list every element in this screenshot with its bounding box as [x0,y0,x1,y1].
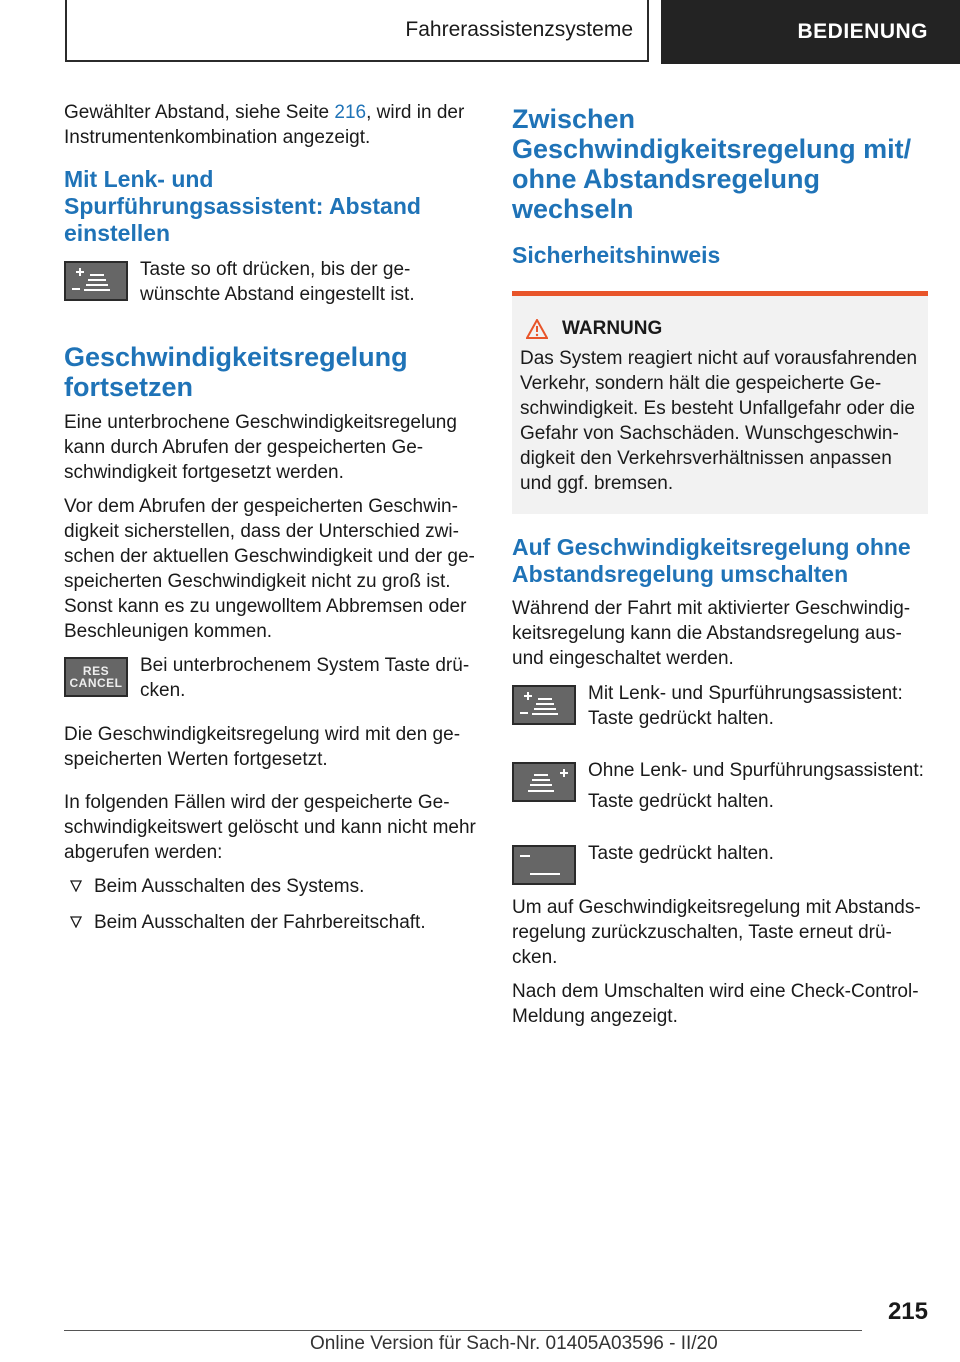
warning-triangle-icon [526,319,548,339]
icon-row-minus [512,841,928,885]
list-item [64,874,476,899]
bullet-text: Beim Ausschalten des Systems. [94,876,365,897]
warning-text: Das System reagiert nicht auf vorausfahrenden Verkehr, sondern hält die gespeicherte Geschwindigkeit. Es besteht Unfallgefahr oder die Gefahr von Sachschäden. Wunschgeschwindigkeit den Verkehrsverhältnissen anpassen und ggf. bremsen. [520,348,918,494]
icon-row-abstand [64,257,476,316]
icon-text-ohne-lenk-a: Ohne Lenk- und Spurführungsassistent: [588,760,924,781]
paragraph-fortsetzen-1: Eine unterbrochene Geschwindigkeitsregelung kann durch Abrufen der gespeicherten Geschwindigkeit fortgesetzt werden. [64,412,457,483]
icon-text-minus: Taste gedrückt halten. [588,843,774,864]
page-number: 215 [887,1298,928,1325]
intro-text-pre: Gewählter Abstand, siehe Seite [64,102,335,123]
left-column [64,100,476,946]
icon-text-mit-lenk: Mit Lenk- und Spurführungsassistent: Taste gedrückt halten. [588,683,903,729]
paragraph-fortsetzen-4: In folgenden Fällen wird der gespeicherte Geschwindigkeitswert gelöscht und kann nicht mehr abgerufen werden: [64,792,476,863]
heading-fortsetzen: Geschwindigkeitsregelung fortsetzen [64,342,408,402]
icon-row-res-cancel [64,653,476,712]
page-link-216[interactable]: 216 [334,102,367,123]
paragraph-umschalten-2: Um auf Geschwindigkeitsregelung mit Abstandsregelung zurückzuschalten, Taste erneut drücken. [512,897,921,968]
paragraph-fortsetzen-2: Vor dem Abrufen der gespeicherten Geschwindigkeit sicherstellen, dass der Unterschied zwischen der aktuellen Geschwindigkeit und der gespeicherten Geschwindigkeit nicht zu groß ist. Sonst kann es zu ungewolltem Abbremsen oder Beschleunigen kommen. [64,496,475,642]
icon-row-ohne-lenk [512,758,928,823]
warning-title: WARNUNG [562,318,663,339]
bullet-list [64,874,476,935]
icon-text-abstand: Taste so oft drücken, bis der gewünschte Abstand eingestellt ist. [140,259,415,305]
cancel-label: CANCEL [69,676,123,690]
page-header [0,0,960,64]
heading-abstand-einstellen: Mit Lenk- und Spurführungsassistent: Abstand einstellen [64,166,421,246]
paragraph-umschalten-3: Nach dem Umschalten wird eine Check-Control-Meldung angezeigt. [512,981,919,1027]
footer-online-version: Online Version für Sach-Nr. 01405A03596 - II/20 [310,1333,718,1354]
paragraph-fortsetzen-3: Die Geschwindigkeitsregelung wird mit den gespeicherten Werten fortgesetzt. [64,724,461,770]
list-item [64,910,476,935]
intro-text-post: , wird in der Instrumentenkombination angezeigt. [64,102,465,148]
triangle-bullet-icon [70,880,82,892]
distance-plus-button-icon [512,762,576,802]
right-column [512,100,928,1038]
distance-button-icon [512,685,576,725]
section-title: Fahrerassistenzsysteme [65,0,649,62]
heading-wechseln: Zwischen Geschwindigkeitsregelung mit/ ohne Abstandsregelung wechseln [512,104,912,224]
warning-title-row [520,318,920,340]
triangle-bullet-icon [70,916,82,928]
icon-row-mit-lenk [512,681,928,740]
paragraph-umschalten-1: Während der Fahrt mit aktivierter Geschwindigkeitsregelung kann die Abstandsregelung aus- und eingeschaltet werden. [512,598,911,669]
heading-sicherheitshinweis: Sicherheitshinweis [512,242,721,268]
footer-divider [64,1330,862,1331]
icon-text-ohne-lenk-b: Taste gedrückt halten. [588,791,774,812]
heading-umschalten: Auf Geschwindigkeitsregelung ohne Abstandsregelung umschalten [512,534,911,587]
intro-paragraph [64,100,476,150]
res-label: RES [82,664,110,678]
res-cancel-button-icon [64,657,128,697]
warning-box [512,291,928,514]
icon-text-res-cancel: Bei unterbrochenem System Taste drücken. [140,655,470,701]
chapter-tab: BEDIENUNG [661,0,960,64]
distance-button-icon [64,261,128,301]
distance-minus-button-icon [512,845,576,885]
bullet-text: Beim Ausschalten der Fahrbereitschaft. [94,912,426,933]
